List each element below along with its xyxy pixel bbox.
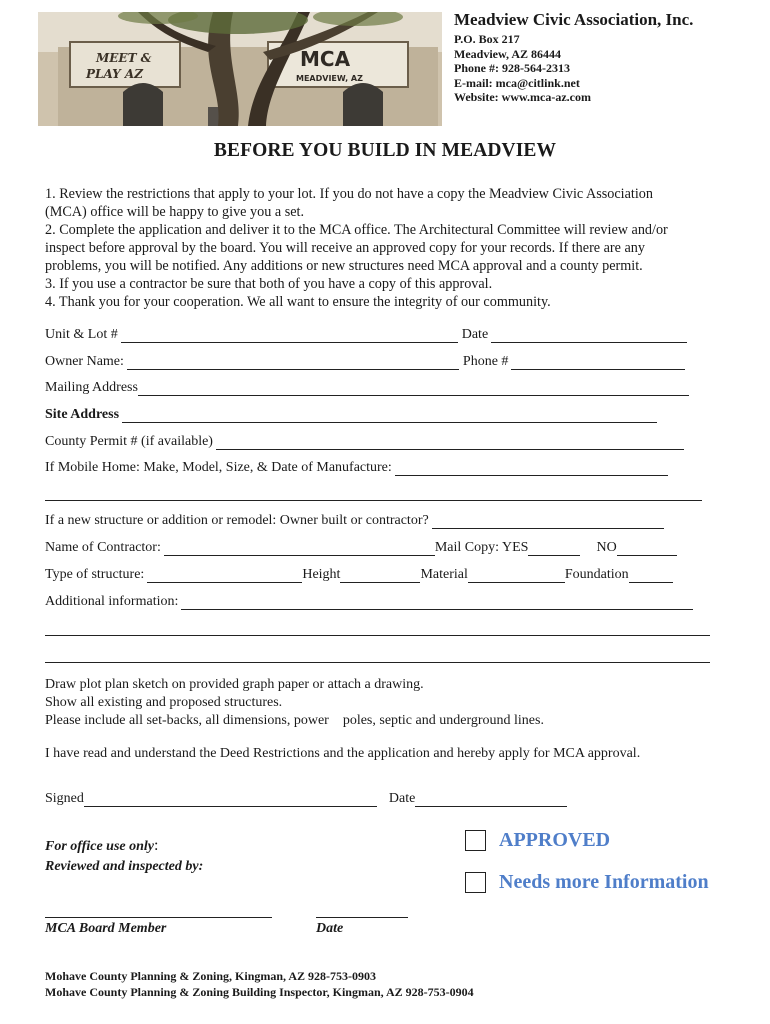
mailing-address-input[interactable] [138, 382, 689, 396]
office-use-section [45, 836, 203, 877]
county-permit-label: County Permit # (if available) [45, 434, 213, 449]
material-label: Material [420, 567, 468, 582]
additional-info-line-2[interactable] [45, 635, 710, 636]
mca-logo-photo [38, 12, 442, 126]
logo-sign-left-2: PLAY AZ [86, 67, 143, 81]
intro-line: 1. Review the restrictions that apply to your lot. If you do not have a copy the Meadview Civic Association [45, 186, 653, 202]
owner-contractor-row [45, 513, 664, 529]
mailing-row [45, 380, 689, 396]
mobile-home-continuation-line[interactable] [45, 500, 702, 501]
org-website: Website: www.mca-az.com [454, 90, 591, 105]
owner-row [45, 354, 685, 370]
permit-row [45, 434, 684, 450]
board-date-line[interactable] [316, 917, 408, 918]
date-label: Date [461, 327, 489, 342]
mailing-address-label: Mailing Address [45, 380, 138, 395]
logo-illustration [38, 12, 442, 126]
mobile-home-input[interactable] [395, 462, 668, 476]
intro-line: inspect before approval by the board. You will receive an approved copy for your records. If there are any [45, 240, 645, 256]
phone-input[interactable] [511, 356, 685, 370]
intro-instructions [45, 185, 725, 311]
foundation-label: Foundation [564, 567, 629, 582]
needs-info-label: Needs more Information [499, 871, 709, 893]
mail-copy-no-label: NO [596, 540, 617, 555]
type-structure-input[interactable] [147, 569, 302, 583]
material-input[interactable] [468, 569, 565, 583]
needs-info-option[interactable] [465, 871, 709, 894]
office-use-colon: : [154, 837, 159, 854]
intro-line: 3. If you use a contractor be sure that both of you have a copy of this approval. [45, 276, 493, 292]
instruction-line: Please include all set-backs, all dimensions, power poles, septic and underground lines. [45, 713, 544, 728]
organization-name: Meadview Civic Association, Inc. [454, 10, 694, 29]
owner-name-input[interactable] [127, 356, 459, 370]
site-row [45, 407, 657, 423]
contractor-name-label: Name of Contractor: [45, 540, 161, 555]
board-date-label: Date [316, 921, 344, 936]
logo-sign-right-2: MEADVIEW, AZ [296, 74, 363, 83]
logo-sign-left: MEET & [96, 51, 152, 65]
county-permit-input[interactable] [216, 436, 684, 450]
mobile-home-label: If Mobile Home: Make, Model, Size, & Date of Manufacture: [45, 460, 392, 475]
additional-info-row [45, 594, 693, 610]
signed-label: Signed [45, 791, 84, 806]
additional-info-input[interactable] [181, 596, 693, 610]
organization-contact [454, 32, 591, 105]
height-input[interactable] [340, 569, 420, 583]
owner-name-label: Owner Name: [45, 354, 124, 369]
needs-info-checkbox[interactable] [465, 872, 486, 893]
structure-row [45, 567, 673, 583]
owner-contractor-input[interactable] [432, 515, 664, 529]
reviewed-label: Reviewed and inspected by: [45, 859, 204, 874]
logo-sign-right: MCA [300, 47, 351, 71]
contractor-row [45, 540, 677, 556]
approved-checkbox[interactable] [465, 830, 486, 851]
additional-info-line-3[interactable] [45, 662, 710, 663]
footer-contacts [45, 969, 474, 1000]
contractor-name-input[interactable] [164, 542, 435, 556]
plot-plan-instructions [45, 676, 544, 730]
phone-label: Phone # [462, 354, 509, 369]
mail-copy-yes-label: Mail Copy: YES [434, 540, 529, 555]
intro-line: problems, you will be notified. Any additions or new structures need MCA approval and a county permit. [45, 258, 643, 274]
city-address: Meadview, AZ 86444 [454, 46, 561, 61]
mobile-home-row [45, 460, 668, 476]
instruction-line: Show all existing and proposed structures. [45, 695, 283, 710]
footer-line: Mohave County Planning & Zoning Building Inspector, Kingman, AZ 928-753-0904 [45, 984, 474, 999]
instruction-line: Draw plot plan sketch on provided graph paper or attach a drawing. [45, 677, 424, 692]
approved-label: APPROVED [499, 829, 611, 851]
org-email: E-mail: mca@citlink.net [454, 75, 580, 90]
additional-info-label: Additional information: [45, 594, 179, 609]
mail-copy-yes-input[interactable] [528, 542, 580, 556]
type-structure-label: Type of structure: [45, 567, 145, 582]
signature-date-label: Date [388, 791, 416, 806]
approved-option[interactable] [465, 829, 610, 852]
mail-copy-no-input[interactable] [617, 542, 677, 556]
org-phone: Phone #: 928-564-2313 [454, 61, 570, 76]
date-input[interactable] [491, 329, 687, 343]
unit-lot-input[interactable] [121, 329, 458, 343]
page-title: BEFORE YOU BUILD IN MEADVIEW [213, 140, 557, 161]
site-address-input[interactable] [122, 409, 657, 423]
unit-lot-row [45, 327, 687, 343]
intro-line: 2. Complete the application and deliver it to the MCA office. The Architectural Committee will review and/or [45, 222, 668, 238]
signature-input[interactable] [84, 793, 377, 807]
po-box: P.O. Box 217 [454, 32, 520, 46]
board-member-signature-line[interactable] [45, 917, 272, 918]
unit-lot-label: Unit & Lot # [45, 327, 118, 342]
signature-date-input[interactable] [415, 793, 567, 807]
foundation-input[interactable] [629, 569, 673, 583]
office-use-label: For office use only [45, 839, 155, 854]
footer-line: Mohave County Planning & Zoning, Kingman, AZ 928-753-0903 [45, 969, 377, 983]
board-member-label: MCA Board Member [45, 921, 167, 936]
height-label: Height [302, 567, 341, 582]
owner-contractor-label: If a new structure or addition or remodel: Owner built or contractor? [45, 513, 429, 528]
declaration-text: I have read and understand the Deed Restrictions and the application and hereby apply for MCA approval. [45, 746, 641, 761]
intro-line: 4. Thank you for your cooperation. We all want to ensure the integrity of our community. [45, 294, 551, 310]
intro-line: (MCA) office will be happy to give you a set. [45, 204, 304, 220]
site-address-label: Site Address [45, 407, 120, 422]
signature-row [45, 791, 567, 807]
